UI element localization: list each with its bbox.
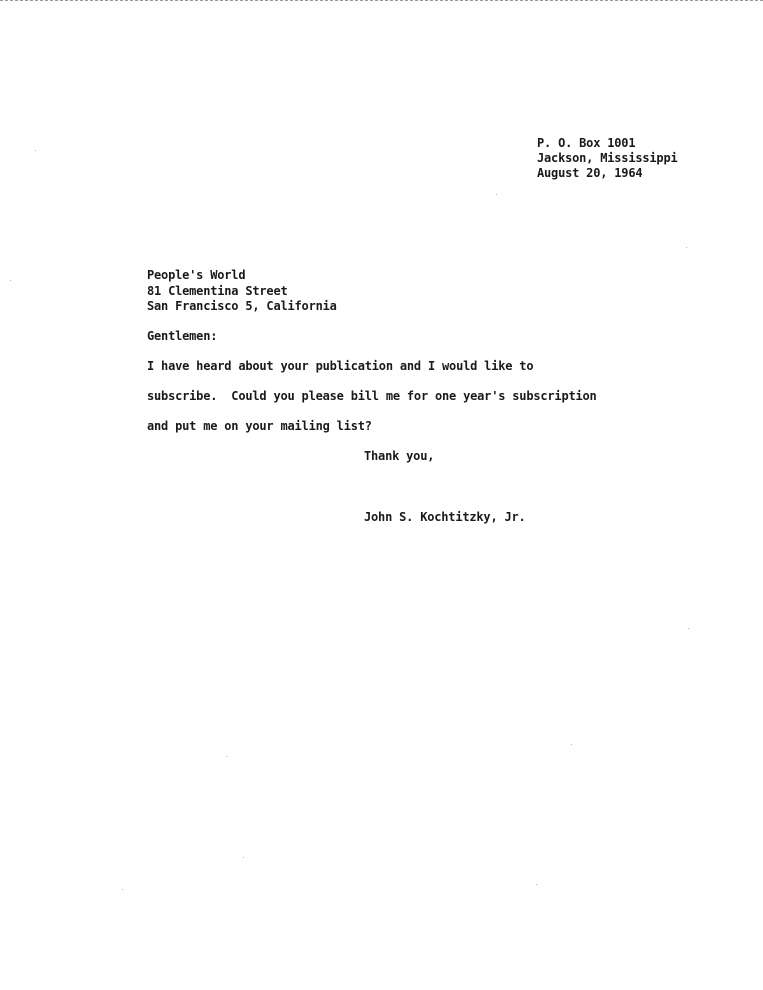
return-address-line-2: Jackson, Mississippi bbox=[537, 151, 678, 165]
salutation: Gentlemen: bbox=[147, 329, 218, 343]
recipient-street: 81 Clementina Street bbox=[147, 284, 288, 298]
recipient-city: San Francisco 5, California bbox=[147, 299, 337, 313]
paper-speck bbox=[243, 857, 244, 858]
return-address-line-1: P. O. Box 1001 bbox=[537, 136, 636, 150]
body-line-3: and put me on your mailing list? bbox=[147, 419, 372, 433]
paper-speck bbox=[571, 744, 572, 745]
body-line-2: subscribe. Could you please bill me for one year's subscription bbox=[147, 389, 597, 403]
letter-date: August 20, 1964 bbox=[537, 166, 643, 180]
paper-speck bbox=[122, 889, 123, 890]
signature: John S. Kochtitzky, Jr. bbox=[364, 510, 526, 524]
body-line-1: I have heard about your publication and I would like to bbox=[147, 359, 534, 373]
paper-speck bbox=[226, 756, 227, 757]
paper-speck bbox=[35, 150, 36, 151]
paper-speck bbox=[10, 280, 11, 281]
paper-speck bbox=[688, 628, 689, 629]
page-top-edge bbox=[0, 0, 763, 6]
paper-speck bbox=[496, 194, 497, 195]
paper-speck bbox=[686, 247, 687, 248]
paper-speck bbox=[536, 884, 537, 885]
closing: Thank you, bbox=[364, 449, 435, 463]
recipient-name: People's World bbox=[147, 268, 246, 282]
